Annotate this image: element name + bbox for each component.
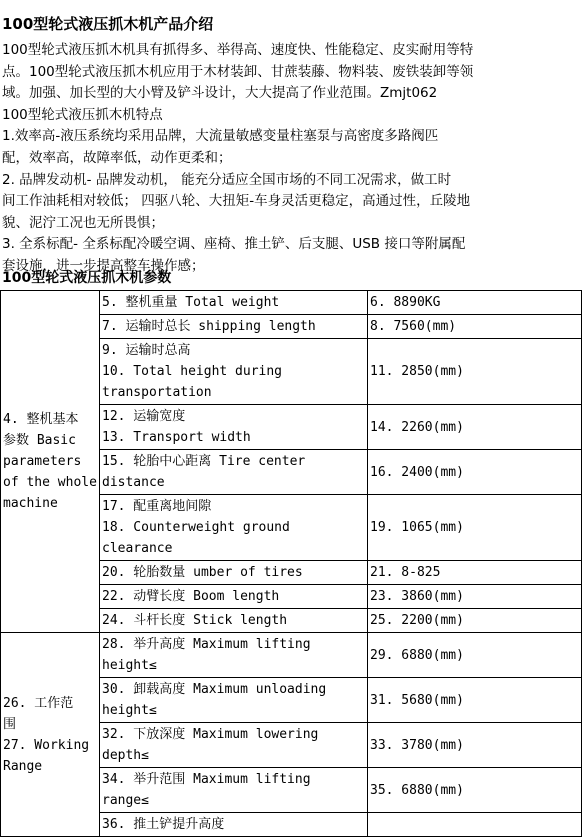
param-cell — [100, 405, 368, 450]
intro-line: 貌、泥泞工况也无所畏惧； — [2, 214, 164, 231]
param-line: 22. 动臂长度 Boom length — [102, 589, 280, 604]
group-label-line: 参数 Basic — [3, 433, 76, 448]
param-line: 34. 举升范围 Maximum lifting — [102, 772, 311, 787]
param-line: 28. 举升高度 Maximum lifting — [102, 637, 311, 652]
intro-line: 点。100型轮式液压抓木机应用于木材装卸、甘蔗装藤、物料装、废铁装卸等领 — [2, 63, 474, 80]
param-line: 36. 推土铲提升高度 — [102, 817, 225, 832]
param-cell — [100, 495, 368, 561]
param-line: 32. 下放深度 Maximum lowering — [102, 727, 319, 742]
intro-line: 配，效率高，故障率低，动作更柔和； — [2, 150, 232, 166]
param-line: range≤ — [102, 793, 149, 808]
param-line: 12. 运输宽度 — [102, 409, 186, 424]
intro-line: 套设施，进一步提高整车操作感； — [2, 258, 205, 274]
group-label-line: Range — [3, 758, 43, 774]
param-line: height≤ — [102, 703, 157, 718]
param-cell — [100, 561, 368, 585]
value-cell: 11. 2850(mm) — [368, 339, 582, 405]
value-cell: 6. 8890KG — [368, 291, 582, 315]
value-cell: 31. 5680(mm) — [368, 678, 582, 723]
param-cell — [100, 633, 368, 678]
group-label — [1, 291, 100, 633]
value-cell: 23. 3860(mm) — [368, 585, 582, 609]
value-cell: 33. 3780(mm) — [368, 723, 582, 768]
group-label-line: parameters — [3, 454, 82, 469]
param-line: 15. 轮胎中心距离 Tire center — [102, 454, 306, 469]
value-cell: 25. 2200(mm) — [368, 609, 582, 633]
group-label — [1, 633, 100, 837]
value-cell: 29. 6880(mm) — [368, 633, 582, 678]
spec-table — [0, 290, 582, 837]
value-cell: 16. 2400(mm) — [368, 450, 582, 495]
param-cell — [100, 723, 368, 768]
table-row — [1, 291, 582, 315]
param-line: clearance — [102, 541, 173, 556]
group-label-line: 26. 工作范 — [3, 695, 74, 711]
param-line: distance — [102, 475, 165, 490]
param-cell — [100, 450, 368, 495]
group-label-line: of the whole — [3, 475, 97, 490]
param-cell — [100, 678, 368, 723]
page-title: 100型轮式液压抓木机产品介绍 — [2, 15, 214, 33]
group-label-line: 4. 整机基本 — [3, 412, 79, 427]
intro-line: 3. 全系标配- 全系标配冷暖空调、座椅、推土铲、后支腿、USB 接口等附属配 — [2, 236, 466, 253]
param-line: transportation — [102, 385, 212, 400]
param-cell — [100, 339, 368, 405]
intro-line: 2. 品牌发动机- 品牌发动机， 能充分适应全国市场的不同工况需求，做工时 — [2, 171, 452, 188]
value-cell: 35. 6880(mm) — [368, 768, 582, 813]
param-line: 24. 斗杆长度 Stick length — [102, 613, 288, 628]
value-cell: 8. 7560(mm) — [368, 315, 582, 339]
param-line: 10. Total height during — [102, 364, 283, 379]
table-row — [1, 633, 582, 678]
param-line: 18. Counterweight ground — [102, 520, 290, 535]
param-line: 30. 卸载高度 Maximum unloading — [102, 682, 327, 697]
group-label-line: 27. Working — [3, 737, 90, 753]
param-line: 20. 轮胎数量 umber of tires — [102, 565, 303, 580]
value-cell: 19. 1065(mm) — [368, 495, 582, 561]
param-line: 5. 整机重量 Total weight — [102, 295, 280, 310]
intro-line: 100型轮式液压抓木机具有抓得多、举得高、速度快、性能稳定、皮实耐用等特 — [2, 42, 474, 58]
param-cell — [100, 291, 368, 315]
param-line: 9. 运输时总高 — [102, 343, 191, 358]
intro-line: 1.效率高-液压系统均采用品牌，大流量敏感变量柱塞泵与高密度多路阀匹 — [2, 128, 439, 145]
table-title: 100型轮式液压抓木机参数 — [2, 270, 172, 286]
intro-line: 间工作油耗相对较低； 四驱八轮、大扭矩-车身灵活更稳定，高通过性，丘陵地 — [2, 193, 471, 210]
intro-line: 域。加强、加长型的大小臂及铲斗设计，大大提高了作业范围。Zmjt062 — [2, 85, 438, 102]
group-label-line: 围 — [3, 716, 17, 732]
group-label-line: machine — [3, 496, 58, 511]
intro-line: 100型轮式液压抓木机特点 — [2, 106, 163, 123]
param-cell — [100, 768, 368, 813]
param-cell — [100, 315, 368, 339]
value-cell: 14. 2260(mm) — [368, 405, 582, 450]
value-cell: 21. 8-825 — [368, 561, 582, 585]
param-cell — [100, 609, 368, 633]
param-line: height≤ — [102, 658, 157, 673]
param-line: 13. Transport width — [102, 430, 251, 445]
param-line: 7. 运输时总长 shipping length — [102, 319, 316, 334]
param-line: depth≤ — [102, 748, 149, 763]
param-cell — [100, 585, 368, 609]
param-line: 17. 配重离地间隙 — [102, 499, 212, 514]
